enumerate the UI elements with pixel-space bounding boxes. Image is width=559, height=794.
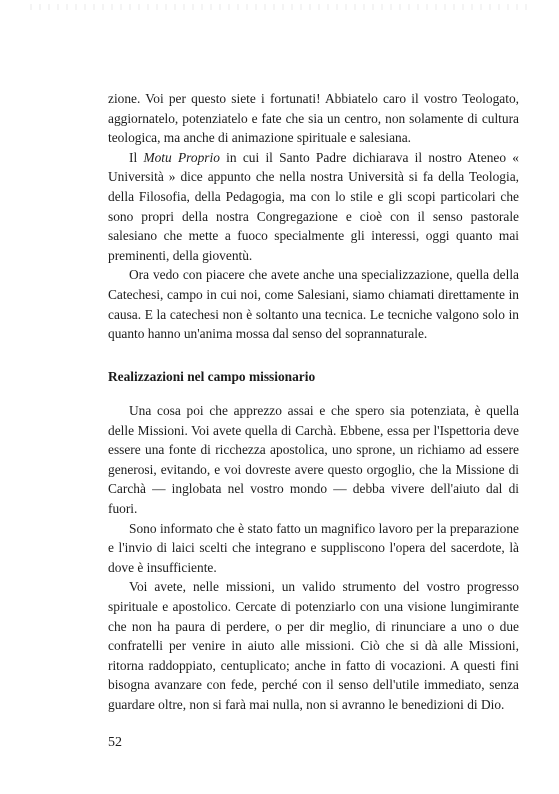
text-run: Il: [129, 149, 144, 165]
paragraph: Sono informato che è stato fatto un magnifico lavoro per la preparazione e l'invio di laici scelti che integrano e suppliscono l'opera del sacerdote, là dove è insufficiente.: [108, 520, 519, 575]
paragraph: Ora vedo con piacere che avete anche una specializzazione, quella della Catechesi, campo in cui noi, come Salesiani, siamo chiamati direttamente in causa. E la catechesi non è soltanto una tecnica. Le tecniche valgono solo in quanto hanno un'anima mossa dal senso del soprannaturale.: [108, 267, 519, 342]
paragraph: Voi avete, nelle missioni, un valido strumento del vostro progresso spirituale e apostolico. Cercate di potenziarlo con una visione lungimirante che non ha paura di perdere, o per dir meglio, di rinunciare a uno o due confratelli per venire in aiuto alle missioni. Ciò che si dà alle Missioni, ritorna raddoppiato, centuplicato; anche in fatto di vocazioni. A questi fini bisogna avanzare con fede, perché con il senso dell'utile immediato, senza guardare oltre, non si farà mai nulla, non si avranno le benedizioni di Dio.: [108, 579, 519, 712]
body-text-section-2: [108, 401, 519, 715]
paragraph: zione. Voi per questo siete i fortunati! Abbiatelo caro il vostro Teologato, aggiornatelo, potenziatelo e fate che sia un centro, non solamente di cultura teologica, ma anche di animazione spirituale e salesiana.: [108, 91, 519, 146]
page-number: 52: [108, 735, 122, 750]
body-text-section-1: [108, 89, 519, 344]
paragraph: Una cosa poi che apprezzo assai e che spero sia potenziata, è quella delle Missioni. Voi avete quella di Carchà. Ebbene, essa per l'Ispettoria deve essere una fonte di ricchezza apostolica, uno sprone, un richiamo ad essere generosi, evitando, e voi dovreste avere questo orgoglio, che la Missione di Carchà — inglobata nel vostro mondo — debba vivere dell'aiuto dal di fuori.: [108, 403, 519, 516]
scan-artifact: [30, 4, 530, 10]
section-heading: Realizzazioni nel campo missionario: [108, 369, 316, 384]
text-run: in cui il Santo Padre dichiarava il nostro Ateneo « Università » dice appunto che nella nostra Università si fa della Teologia, della Filosofia, della Pedagogia, ma con lo stile e gli scopi particolari che sono propri della nostra Congregazione e cioè con il senso pastorale salesiano che mette a fuoco specialmente gli interessi, oggi quanto mai preminenti, della gioventù.: [108, 149, 520, 263]
italic-title: Motu Proprio: [143, 149, 220, 165]
paragraph-motu-proprio: [108, 148, 519, 266]
